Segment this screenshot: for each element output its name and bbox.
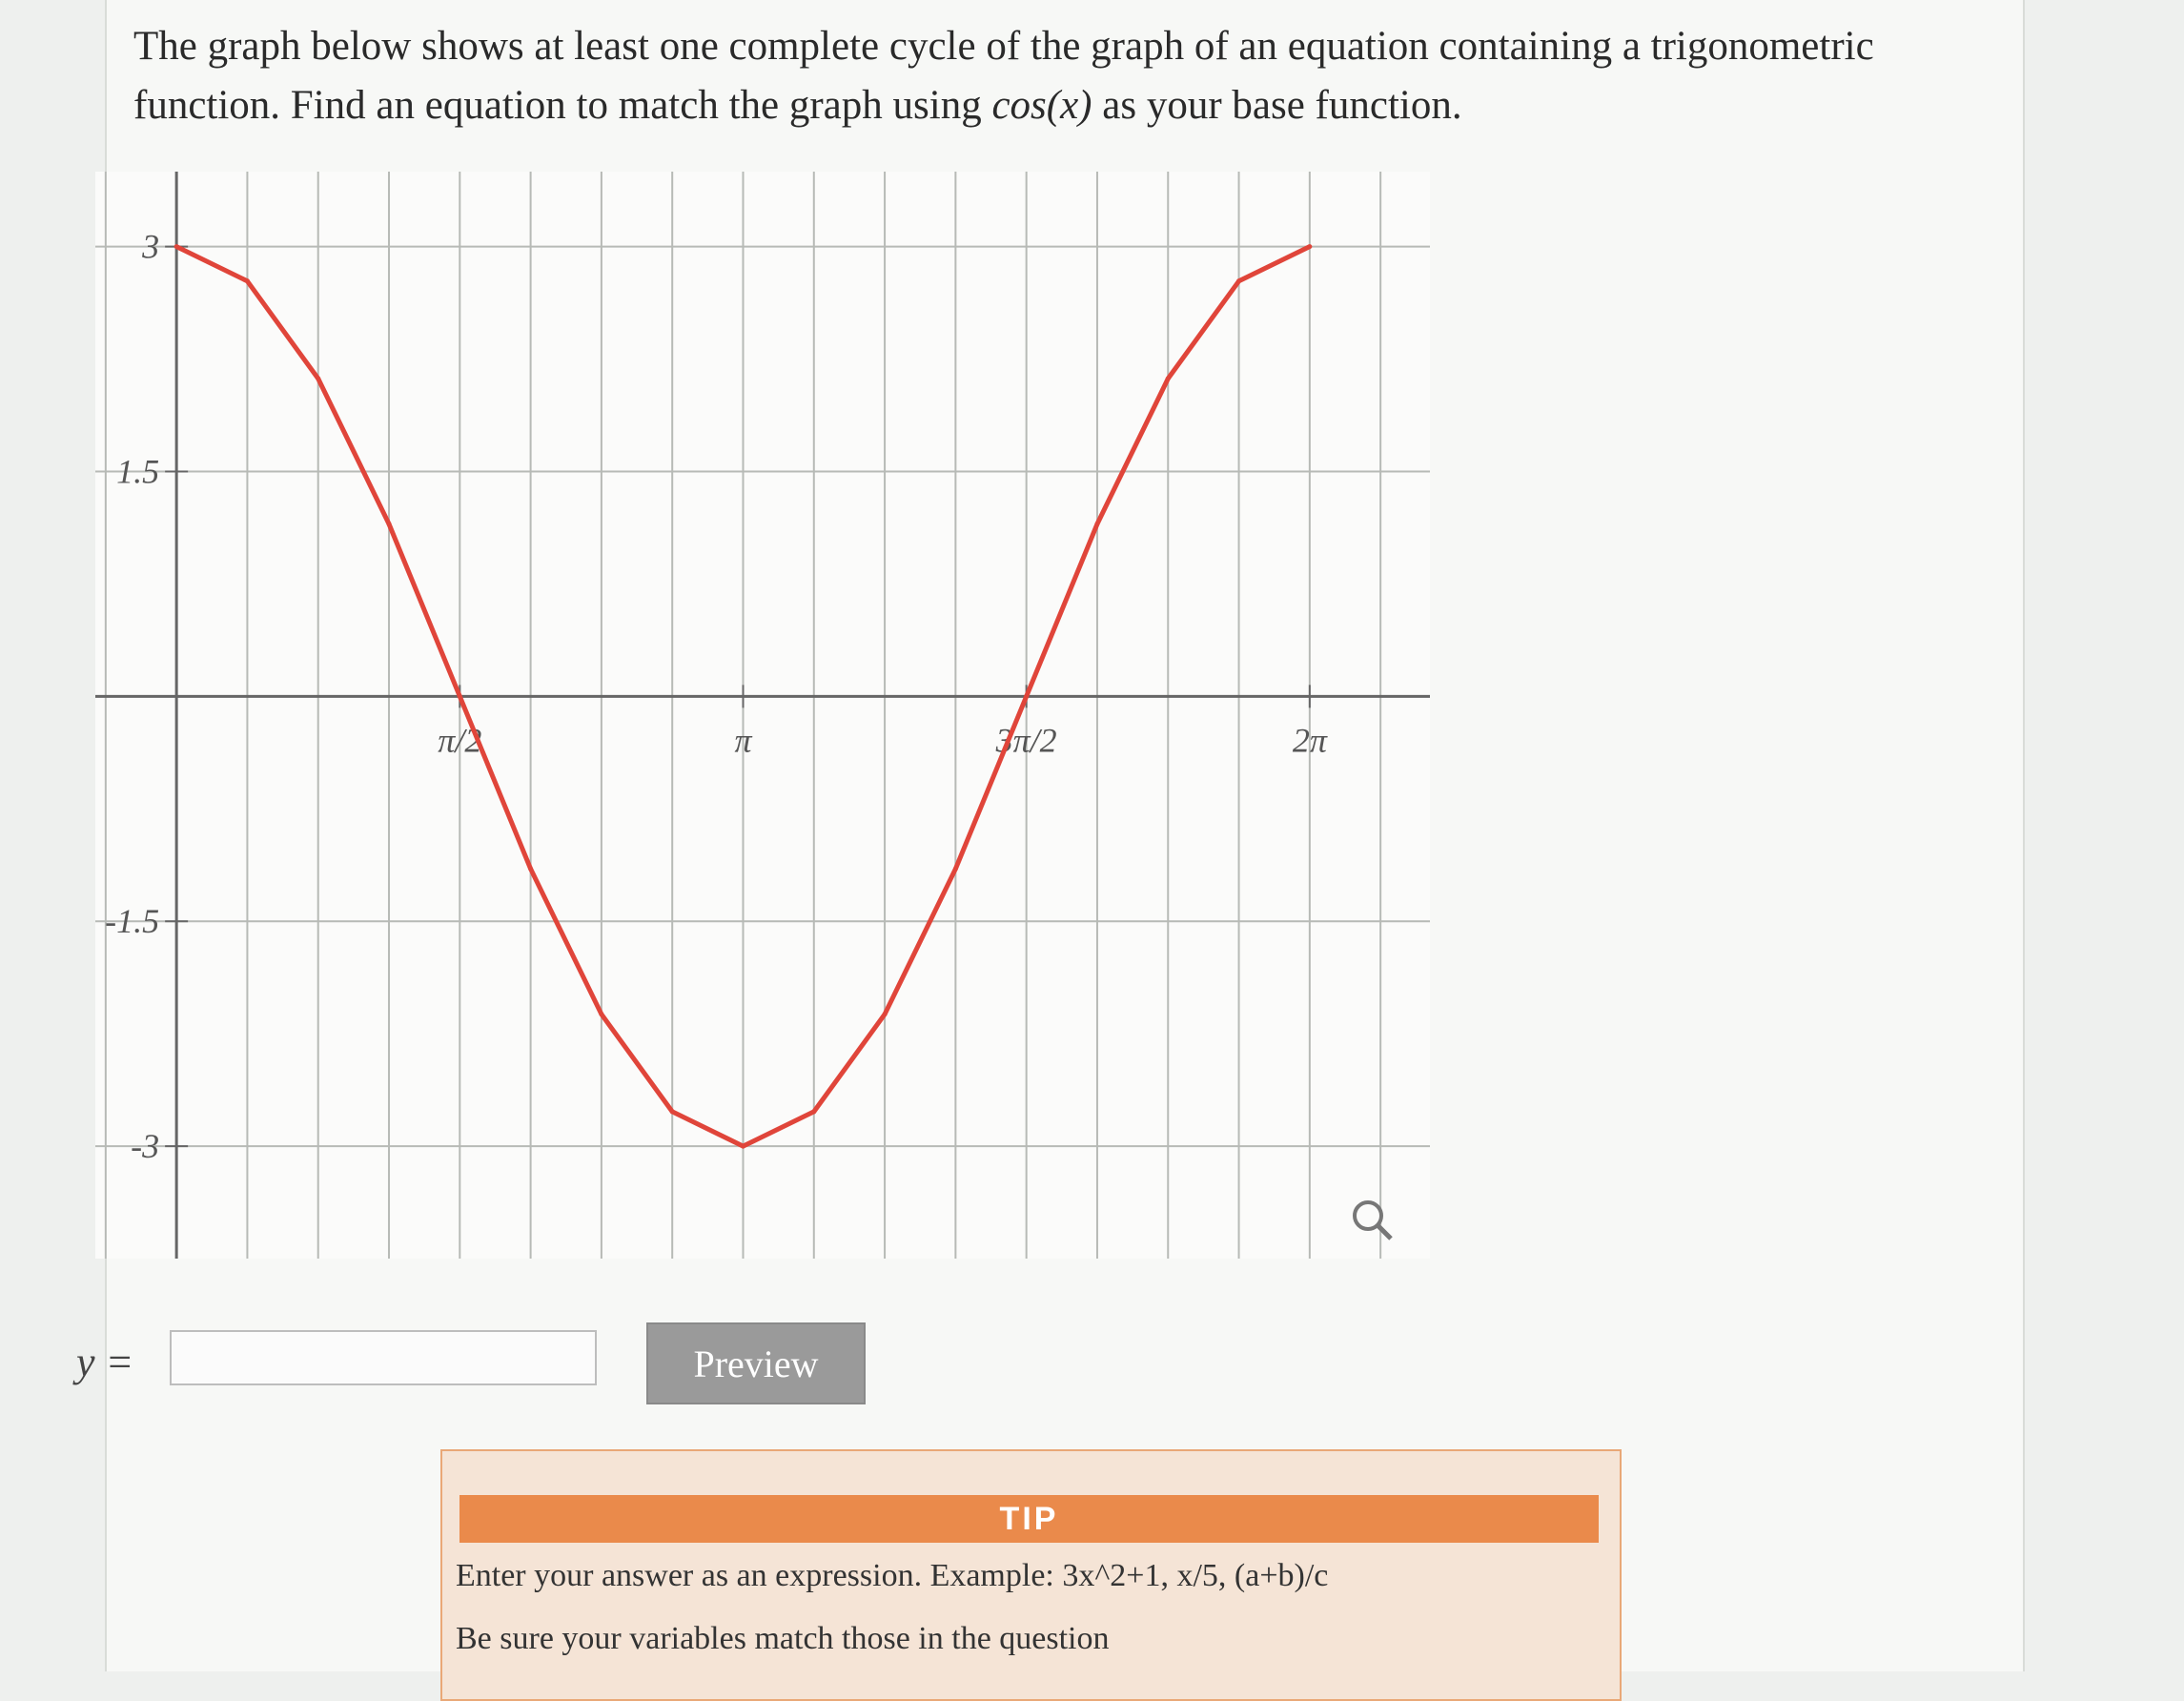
curve-point [1166,376,1171,380]
curve-point [883,1012,888,1016]
curve-point [174,244,179,249]
question-text [133,17,1945,135]
curve-point [1236,278,1241,283]
curve-point [528,867,533,871]
y-tick-label: 1.5 [116,452,160,491]
curve-point [811,1109,816,1114]
x-tick-label: π [734,721,752,760]
y-tick-label: -1.5 [105,902,160,941]
curve-point [953,867,958,871]
tip-box [440,1449,1622,1701]
curve-point [458,694,462,699]
curve-point [245,278,250,283]
curve-point [741,1144,745,1149]
curve-point [1024,694,1029,699]
tip-line-1: Enter your answer as an expression. Example: 3x^2+1, x/5, (a+b)/c [456,1558,1329,1593]
x-tick-label: π/2 [438,721,482,760]
y-tick-label: -3 [131,1127,160,1166]
question-text-after: as your base function. [1092,83,1462,128]
question-text-before: The graph below shows at least one complete cycle of the graph of an equation containing a trigonometric function. Find an equation to match the graph using [133,24,1874,128]
x-tick-label: 3π/2 [995,721,1057,760]
x-tick-label: 2π [1292,721,1327,760]
preview-button[interactable]: Preview [646,1322,866,1404]
curve-point [1307,244,1312,249]
y-tick-label: 3 [142,227,160,266]
curve-point [599,1012,603,1016]
answer-row [76,1330,934,1406]
curve-point [1094,522,1099,526]
answer-input[interactable] [170,1330,597,1385]
curve-point [387,522,392,526]
base-function: cos(x) [991,83,1092,128]
curve-point [670,1109,675,1114]
graph [95,172,1430,1259]
tip-header: TIP [459,1495,1599,1543]
tip-line-2: Be sure your variables match those in the question [456,1621,1110,1656]
graph-svg [95,172,1430,1259]
y-equals-label: y = [76,1339,134,1385]
curve-point [316,376,320,380]
graph-background [95,172,1430,1259]
